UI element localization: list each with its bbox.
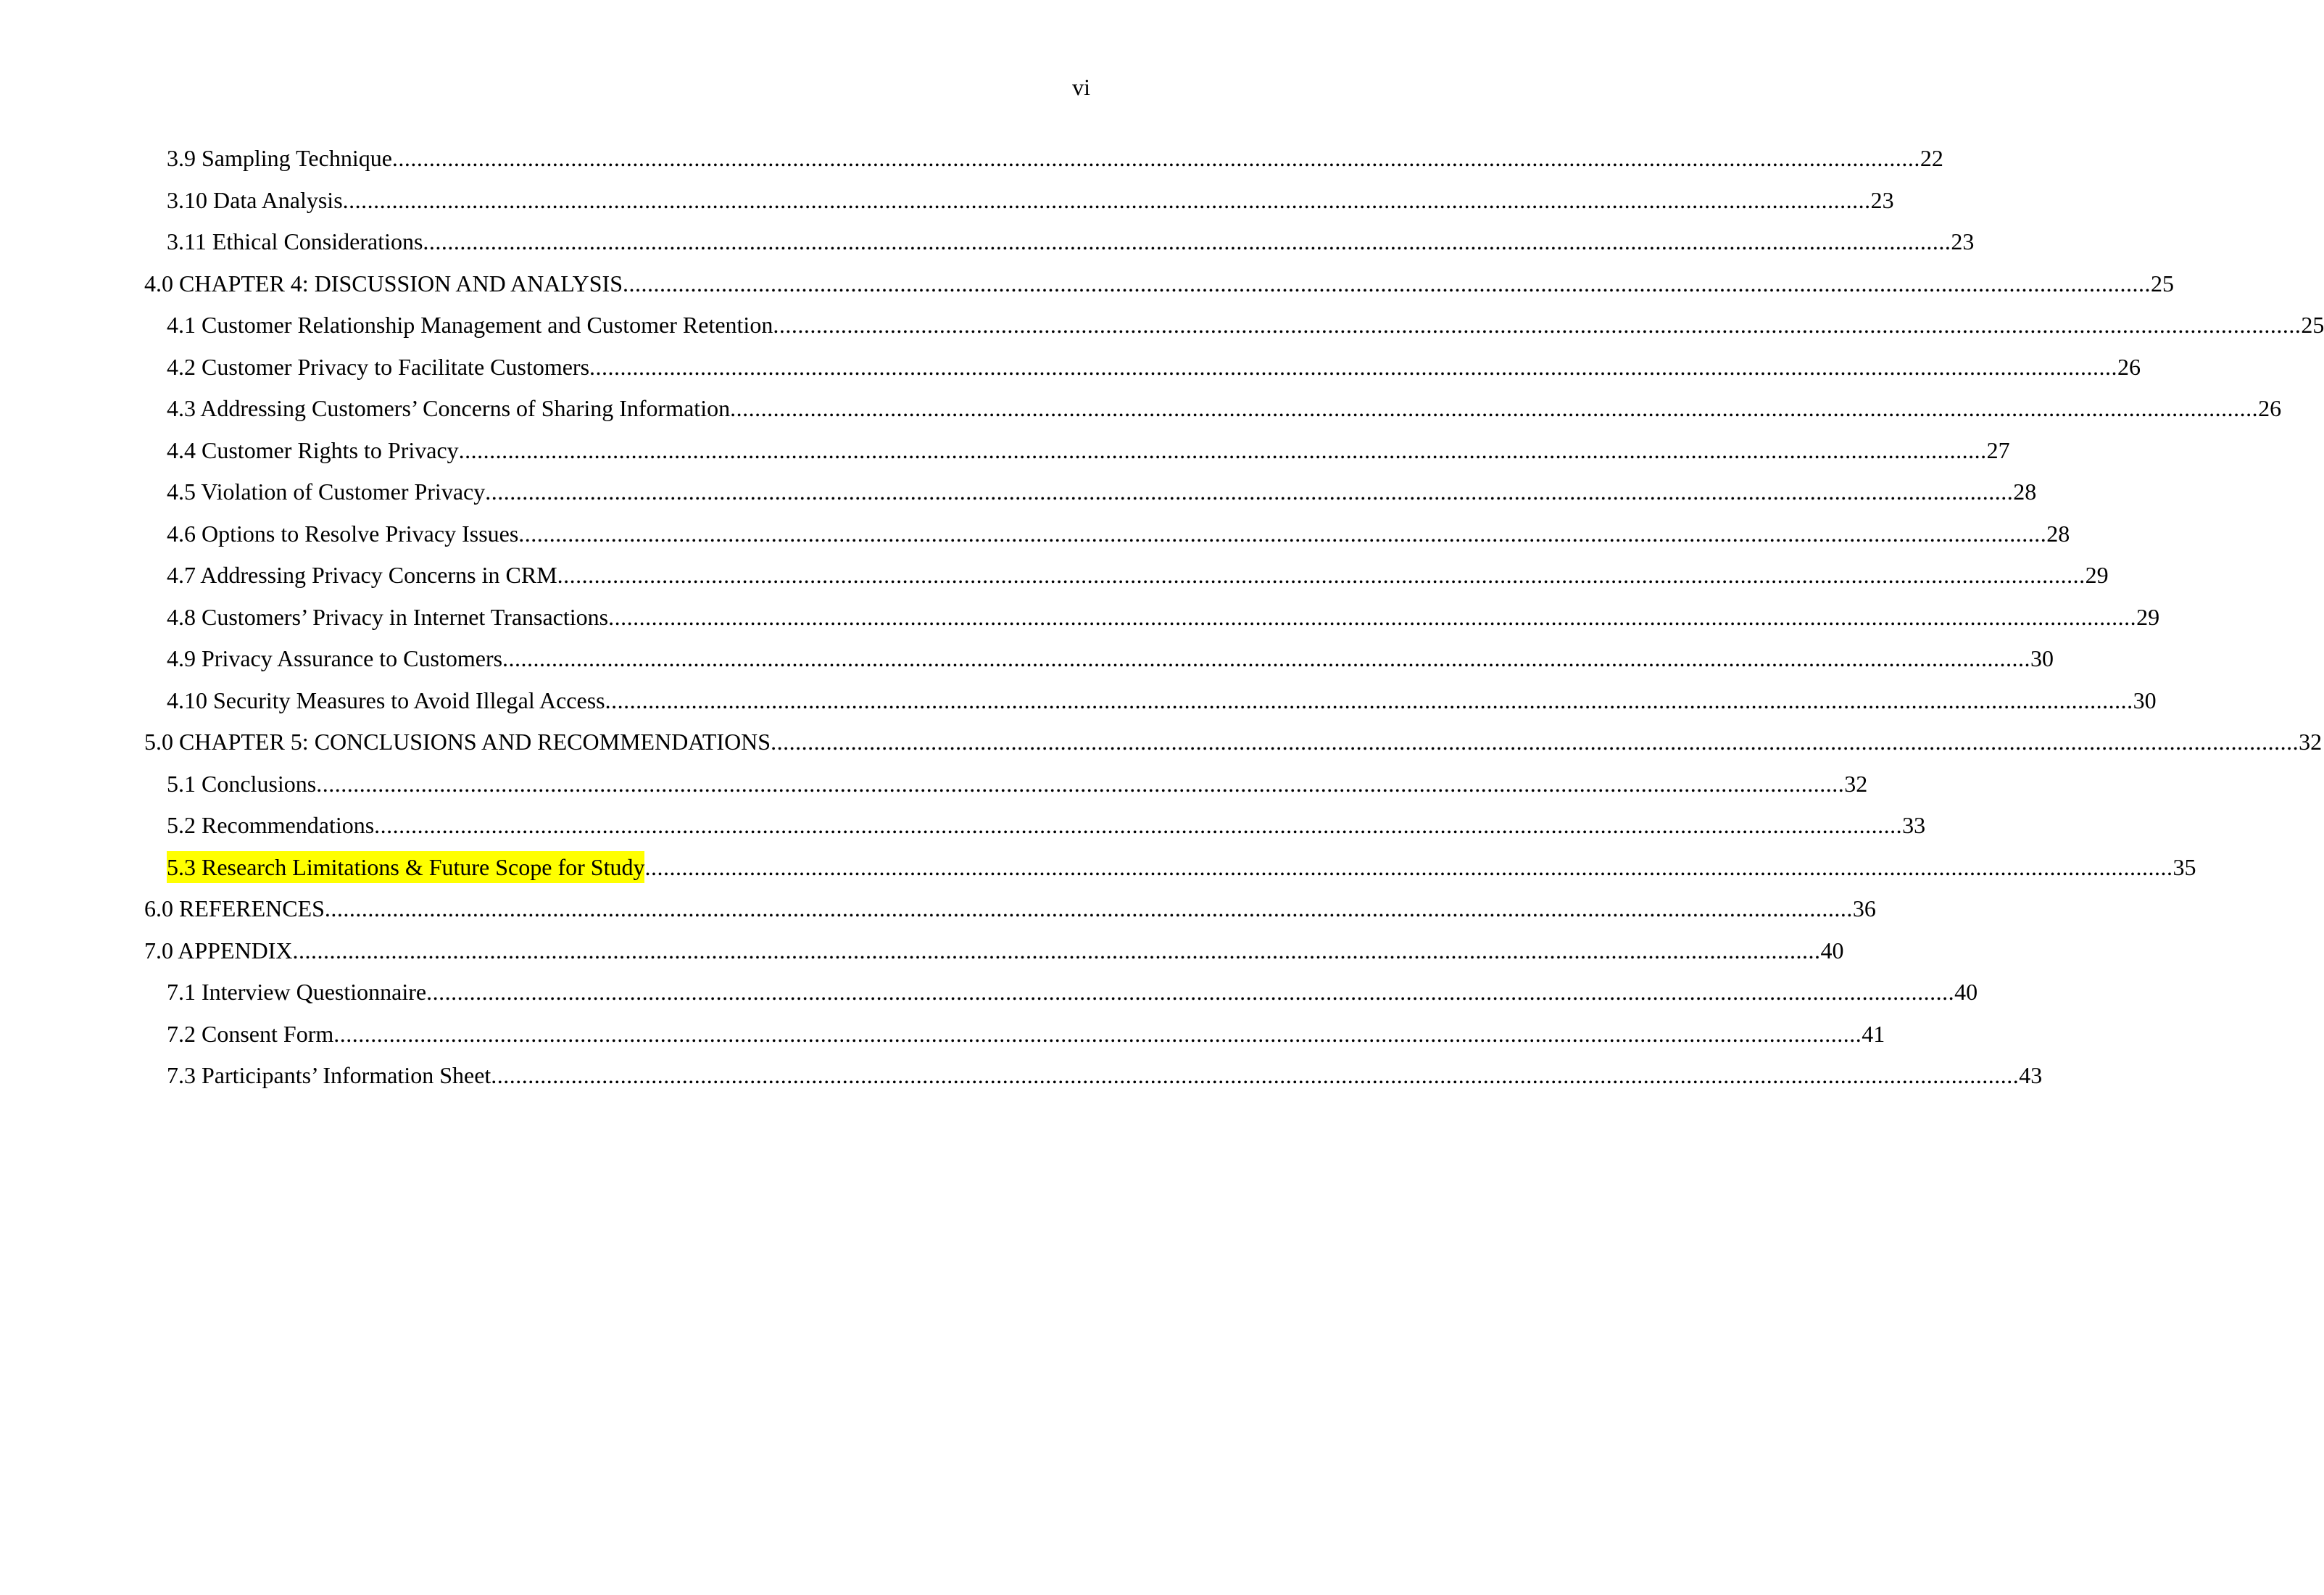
toc-dot-leader: ........................................................................................................................................................................................................................................................ [458,436,1987,463]
toc-entry-page-number: 33 [1902,812,1926,838]
toc-entry-title: 4.2 Customer Privacy to Facilitate Customers [167,353,590,380]
toc-dot-leader: ........................................................................................................................................................................................................................................................ [557,562,2086,588]
toc-entry-title: 7.2 Consent Form [167,1020,334,1047]
toc-entry-title: 4.10 Security Measures to Avoid Illegal Access [167,687,605,713]
toc-entry-page-number: 43 [2019,1062,2043,1088]
toc-entry-title: 3.9 Sampling Technique [167,145,392,171]
toc-section-entry[interactable] [144,518,2070,560]
toc-dot-leader: ........................................................................................................................................................................................................................................................ [605,687,2133,713]
toc-entry-title: 5.3 Research Limitations & Future Scope for Study [167,851,644,883]
toc-entry-page-number: 26 [2258,395,2282,421]
toc-dot-leader: ........................................................................................................................................................................................................................................................ [316,770,1845,797]
toc-dot-leader: ........................................................................................................................................................................................................................................................ [292,937,1821,964]
toc-entry-title: 7.0 APPENDIX [144,937,293,964]
toc-dot-leader: ........................................................................................................................................................................................................................................................ [608,603,2137,630]
toc-entry-title: 5.2 Recommendations [167,812,375,838]
toc-dot-leader: ........................................................................................................................................................................................................................................................ [773,312,2302,338]
toc-section-entry[interactable] [144,392,2282,434]
toc-entry-page-number: 28 [2013,478,2037,505]
toc-section-entry[interactable] [144,476,2037,518]
toc-dot-leader: ........................................................................................................................................................................................................................................................ [324,895,1853,921]
toc-dot-leader: ........................................................................................................................................................................................................................................................ [391,145,1920,171]
toc-entry-page-number: 35 [2172,853,2196,880]
toc-entry-title: 4.4 Customer Rights to Privacy [167,436,459,463]
toc-section-entry[interactable] [144,809,1926,851]
toc-dot-leader: ........................................................................................................................................................................................................................................................ [374,812,1903,838]
toc-entry-title: 4.9 Privacy Assurance to Customers [167,645,503,671]
toc-section-entry[interactable] [144,684,2157,726]
toc-entry-title: 7.3 Participants’ Information Sheet [167,1062,491,1088]
toc-entry-page-number: 40 [1820,937,1844,964]
toc-dot-leader: ........................................................................................................................................................................................................................................................ [491,1062,2020,1088]
toc-dot-leader: ........................................................................................................................................................................................................................................................ [771,729,2299,755]
toc-entry-page-number: 26 [2117,353,2141,380]
toc-section-entry[interactable] [144,768,1868,810]
toc-dot-leader: ........................................................................................................................................................................................................................................................ [518,520,2047,547]
toc-entry-page-number: 23 [1951,228,1975,254]
toc-chapter-entry[interactable] [144,726,2323,768]
toc-entry-title: 4.7 Addressing Privacy Concerns in CRM [167,562,557,588]
toc-section-entry[interactable] [144,1059,2043,1101]
toc-entry-title: 3.11 Ethical Considerations [167,228,423,254]
toc-entry-page-number: 28 [2046,520,2070,547]
toc-entry-page-number: 41 [1862,1020,1885,1047]
toc-dot-leader: ........................................................................................................................................................................................................................................................ [426,979,1955,1005]
toc-entry-page-number: 36 [1852,895,1876,921]
table-of-contents [144,142,2324,1101]
toc-dot-leader: ........................................................................................................................................................................................................................................................ [589,353,2118,380]
toc-entry-page-number: 27 [1986,436,2010,463]
toc-section-entry[interactable] [144,184,1894,226]
toc-section-entry[interactable] [144,434,2010,476]
toc-entry-page-number: 40 [1954,979,1978,1005]
toc-dot-leader: ........................................................................................................................................................................................................................................................ [502,645,2031,671]
toc-entry-title: 4.3 Addressing Customers’ Concerns of Sharing Information [167,395,731,421]
toc-chapter-entry[interactable] [144,892,1876,935]
toc-entry-page-number: 29 [2085,562,2109,588]
toc-dot-leader: ........................................................................................................................................................................................................................................................ [333,1020,1862,1047]
toc-section-entry[interactable] [144,142,1943,184]
toc-entry-title: 4.6 Options to Resolve Privacy Issues [167,520,519,547]
toc-entry-page-number: 29 [2136,603,2160,630]
toc-entry-title: 4.0 CHAPTER 4: DISCUSSION AND ANALYSIS [144,270,623,297]
toc-section-entry[interactable] [144,351,2141,393]
toc-dot-leader: ........................................................................................................................................................................................................................................................ [485,478,2014,505]
toc-dot-leader: ........................................................................................................................................................................................................................................................ [623,270,2151,297]
toc-entry-page-number: 30 [2030,645,2054,671]
toc-section-entry[interactable] [144,601,2160,643]
toc-entry-page-number: 32 [1844,770,1868,797]
toc-entry-page-number: 32 [2299,729,2323,755]
toc-dot-leader: ........................................................................................................................................................................................................................................................ [730,395,2259,421]
toc-entry-page-number: 23 [1870,186,1894,213]
toc-entry-page-number: 25 [2301,312,2324,338]
toc-entry-title: 6.0 REFERENCES [144,895,325,921]
toc-section-entry[interactable] [144,225,1975,268]
toc-section-entry[interactable] [144,309,2324,351]
toc-entry-title: 5.0 CHAPTER 5: CONCLUSIONS AND RECOMMENDATIONS [144,729,771,755]
toc-section-entry[interactable] [144,559,2109,601]
toc-section-entry[interactable] [144,1018,1885,1060]
toc-entry-title: 3.10 Data Analysis [167,186,343,213]
toc-section-entry[interactable] [144,851,2196,893]
toc-dot-leader: ........................................................................................................................................................................................................................................................ [342,186,1871,213]
toc-entry-title: 7.1 Interview Questionnaire [167,979,427,1005]
toc-entry-page-number: 30 [2133,687,2157,713]
toc-entry-page-number: 22 [1920,145,1943,171]
toc-entry-title: 4.8 Customers’ Privacy in Internet Transactions [167,603,609,630]
toc-chapter-entry[interactable] [144,935,1844,977]
toc-entry-title: 5.1 Conclusions [167,770,317,797]
toc-dot-leader: ........................................................................................................................................................................................................................................................ [423,228,1951,254]
toc-entry-page-number: 25 [2151,270,2174,297]
toc-section-entry[interactable] [144,976,1978,1018]
toc-section-entry[interactable] [144,642,2054,684]
toc-entry-title: 4.5 Violation of Customer Privacy [167,478,486,505]
toc-dot-leader: ........................................................................................................................................................................................................................................................ [644,853,2173,880]
toc-entry-title: 4.1 Customer Relationship Management and Customer Retention [167,312,773,338]
page-number: vi [1072,74,1090,100]
toc-chapter-entry[interactable] [144,268,2174,310]
